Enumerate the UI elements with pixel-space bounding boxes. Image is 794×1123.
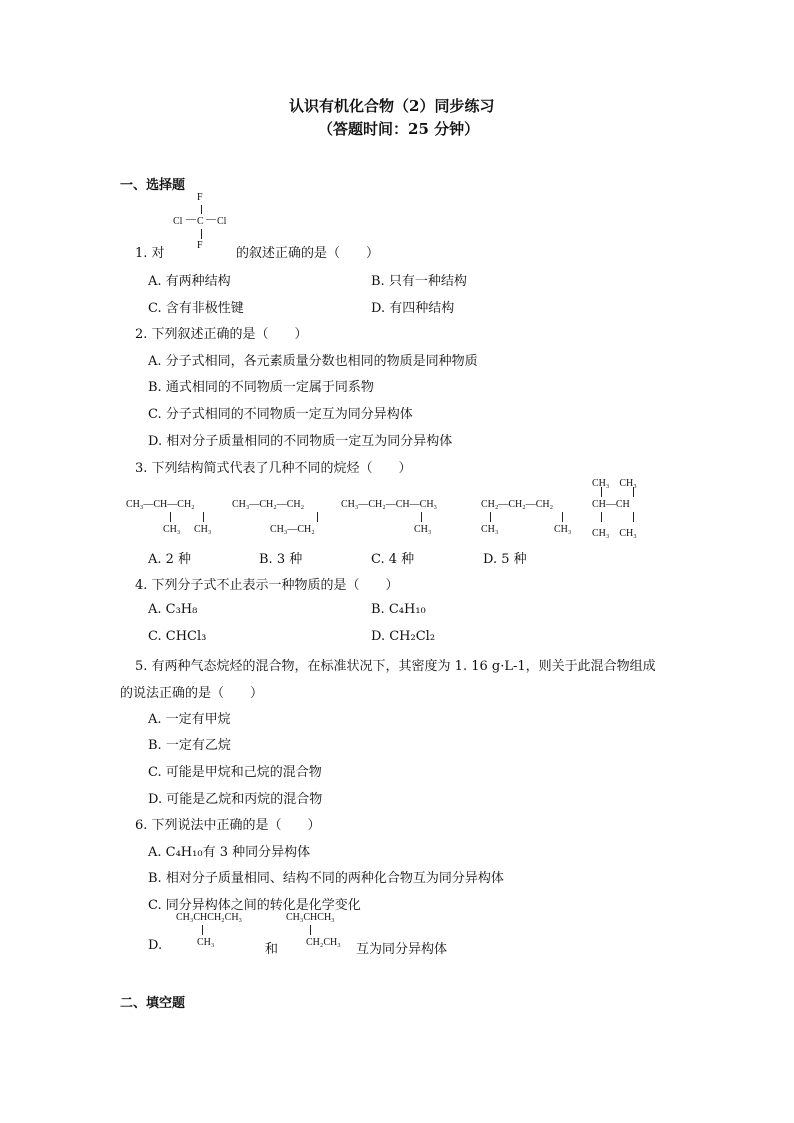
page-subtitle: （答题时间：25 分钟） <box>318 120 480 138</box>
q6-stem: 6. 下列说法中正确的是（ ） <box>135 818 321 833</box>
q3-option-c: C. 4 种 <box>371 552 415 567</box>
q6-d-struct1-main: CH₃CHCH₂CH₃ <box>176 912 243 923</box>
q6-option-d-label: D. <box>148 938 163 953</box>
q6-option-b: B. 相对分子质量相同、结构不同的两种化合物互为同分异构体 <box>148 871 504 886</box>
page-title: 认识有机化合物（2）同步练习 <box>289 97 495 115</box>
q2-option-c: C. 分子式相同的不同物质一定互为同分异构体 <box>148 407 413 422</box>
q3-s4-branch1: CH₃ <box>481 524 499 535</box>
q1-c-center: C <box>197 216 204 227</box>
q3-s1-branch1: CH₃ <box>163 524 181 535</box>
q3-s2-branch: CH₃—CH₂ <box>270 524 315 535</box>
q1-f-bottom: F <box>197 240 203 251</box>
q1-f-top: F <box>197 192 203 203</box>
q2-option-b: B. 通式相同的不同物质一定属于同系物 <box>148 380 374 395</box>
q3-option-a: A. 2 种 <box>148 552 192 567</box>
q3-s3-main: CH₃—CH₂—CH—CH₃ <box>341 499 438 510</box>
q5-stem-line1: 5. 有两种气态烷烃的混合物，在标准状况下，其密度为 1. 16 g·L-1，则关于此混合物组成 <box>135 659 656 674</box>
q6-option-d-and: 和 <box>265 942 279 957</box>
q5-stem-line2: 的说法正确的是（ ） <box>120 686 264 701</box>
q4-option-a: A. C₃H₈ <box>148 602 198 617</box>
q6-d-struct1-branch: CH₃ <box>197 937 215 948</box>
q3-s4-main: CH₂—CH₂—CH₂ <box>481 499 554 510</box>
q2-option-d: D. 相对分子质量相同的不同物质一定互为同分异构体 <box>148 434 453 449</box>
q1-option-c: C. 含有非极性键 <box>148 301 244 316</box>
q4-option-c: C. CHCl₃ <box>148 629 207 644</box>
q6-option-a: A. C₄H₁₀有 3 种同分异构体 <box>148 845 311 860</box>
q3-option-b: B. 3 种 <box>259 552 303 567</box>
q4-option-d: D. CH₂Cl₂ <box>371 629 436 644</box>
q3-s3-branch: CH₃ <box>414 524 432 535</box>
q4-option-b: B. C₄H₁₀ <box>371 602 426 617</box>
q3-s1-branch2: CH₃ <box>194 524 212 535</box>
q6-d-struct2-branch: CH₂CH₃ <box>306 937 341 948</box>
q6-d-struct2-main: CH₃CHCH₃ <box>286 912 335 923</box>
q6-option-d-suffix: 互为同分异构体 <box>356 942 448 957</box>
q3-option-d: D. 5 种 <box>483 552 527 567</box>
q3-s1-main: CH₃—CH—CH₂ <box>126 499 195 510</box>
q2-stem: 2. 下列叙述正确的是（ ） <box>135 327 308 342</box>
q5-option-a: A. 一定有甲烷 <box>148 712 231 727</box>
q1-stem-suffix: 的叙述正确的是（ ） <box>236 246 380 261</box>
section-choice-heading: 一、选择题 <box>120 178 186 193</box>
q5-option-b: B. 一定有乙烷 <box>148 738 231 753</box>
q1-stem-prefix: 1. 对 <box>135 246 165 261</box>
q5-option-c: C. 可能是甲烷和己烷的混合物 <box>148 765 322 780</box>
q1-option-d: D. 有四种结构 <box>371 301 455 316</box>
q6-option-c: C. 同分异构体之间的转化是化学变化 <box>148 898 361 913</box>
q1-option-b: B. 只有一种结构 <box>371 274 467 289</box>
q3-s5-top: CH₃ CH₃ <box>592 478 637 489</box>
q3-s5-bottom: CH₃ CH₃ <box>592 528 637 539</box>
q1-cl-left: Cl <box>173 216 183 227</box>
q1-cl-right: Cl <box>217 216 227 227</box>
q3-stem: 3. 下列结构简式代表了几种不同的烷烃（ ） <box>135 461 412 476</box>
q2-option-a: A. 分子式相同，各元素质量分数也相同的物质是同种物质 <box>148 354 478 369</box>
q3-s5-main: CH—CH <box>592 499 630 510</box>
q4-stem: 4. 下列分子式不止表示一种物质的是（ ） <box>135 578 399 593</box>
q3-s2-main: CH₃—CH₂—CH₂ <box>232 499 305 510</box>
q3-s4-branch2: CH₃ <box>554 524 572 535</box>
q5-option-d: D. 可能是乙烷和丙烷的混合物 <box>148 792 323 807</box>
section-fill-heading: 二、填空题 <box>120 996 186 1011</box>
q1-option-a: A. 有两种结构 <box>148 274 231 289</box>
